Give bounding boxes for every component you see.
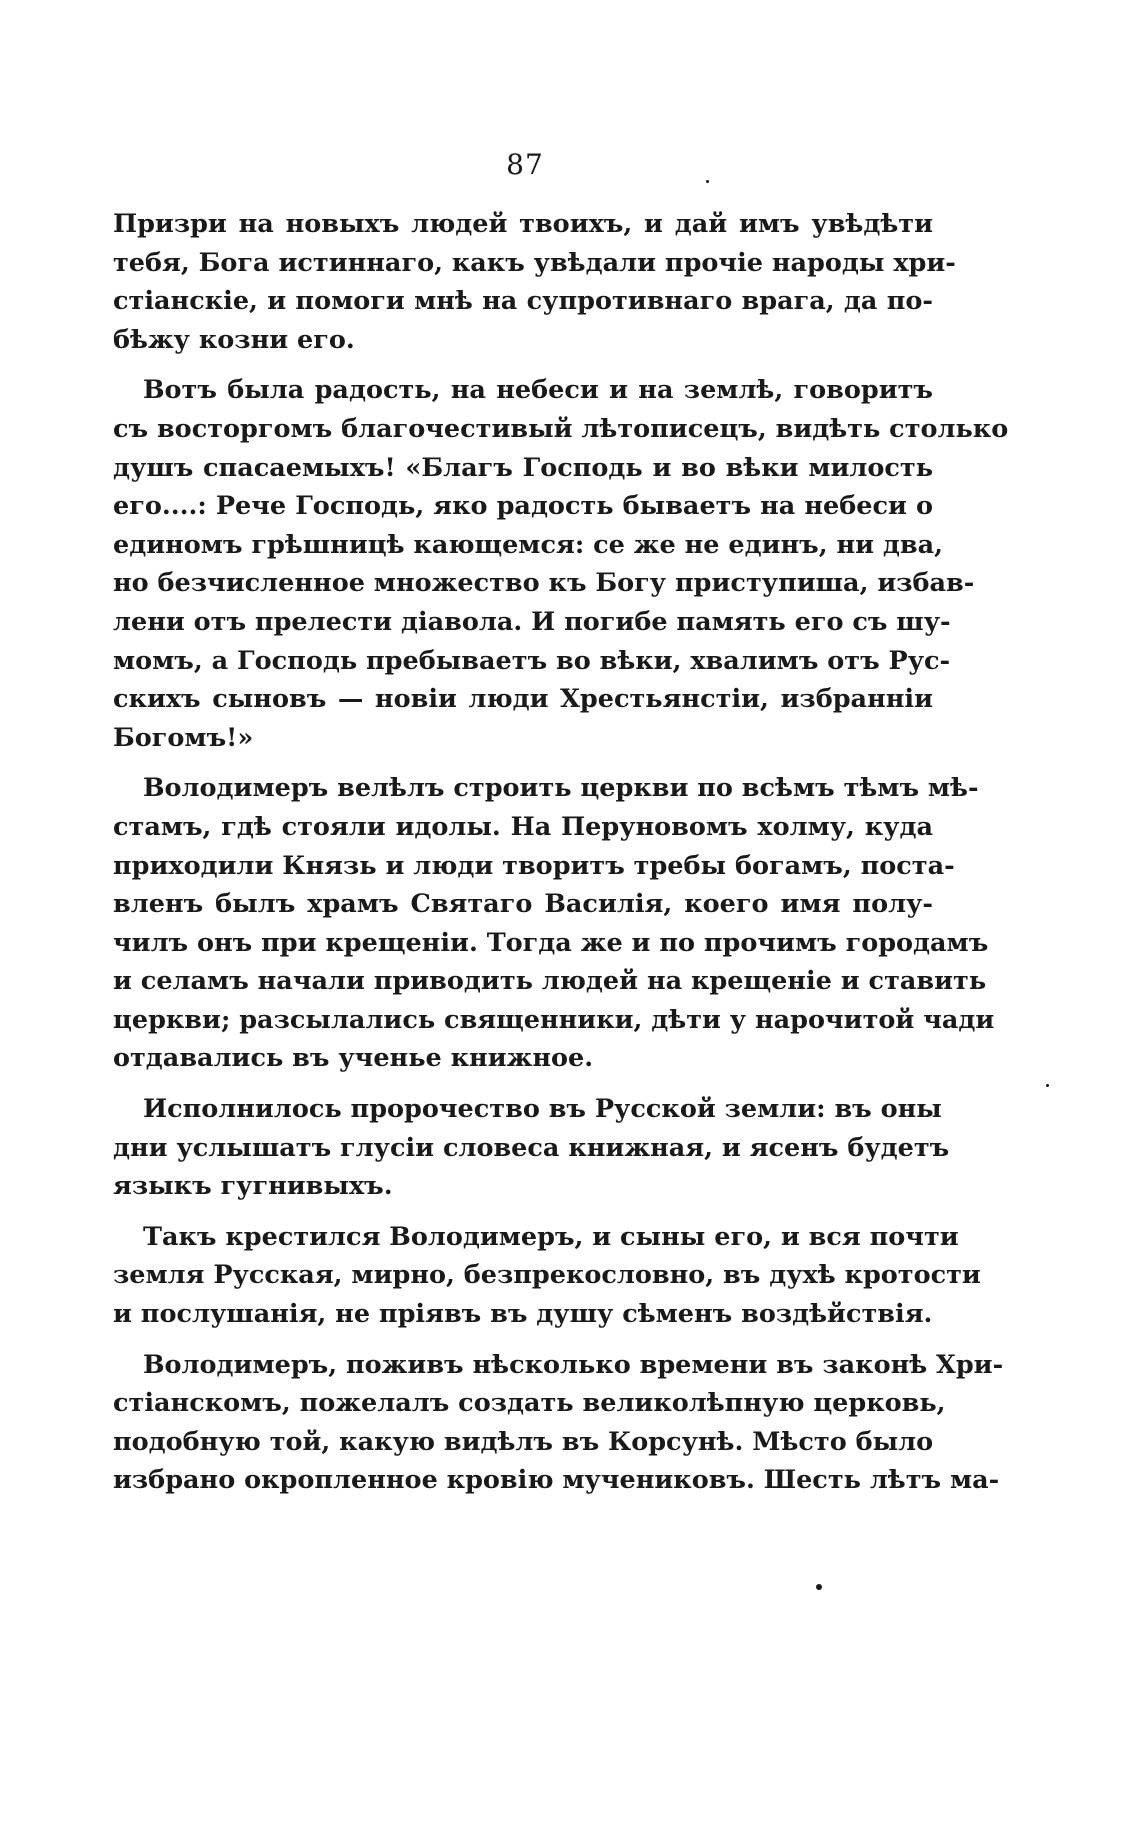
text-line: тебя, Бога истиннаго, какъ увѣдали прочіе народы хри-	[113, 247, 956, 278]
text-line: избрано окропленное кровію мучениковъ. Шесть лѣтъ ма-	[113, 1465, 1000, 1496]
text-line: стіанскомъ, пожелалъ создать великолѣпную церковь,	[113, 1388, 946, 1419]
text-line: отдавались въ ученье книжное.	[113, 1043, 594, 1074]
text-line: лени отъ прелести діавола. И погибе память его съ шу-	[113, 606, 951, 637]
text-line: момъ, а Господь пребываетъ во вѣки, хвалимъ отъ Рус-	[113, 645, 951, 676]
text-line: Вотъ была радость, на небеси и на землѣ, говоритъ	[143, 375, 933, 406]
text-line: дни услышатъ глусіи словеса книжная, и ясенъ будетъ	[113, 1132, 950, 1163]
text-line: вленъ былъ храмъ Святаго Василія, коего имя полу-	[113, 889, 933, 920]
text-line: но безчисленное множество къ Богу приступиша, избав-	[113, 568, 975, 599]
text-line: его....: Рече Господь, яко радость бываетъ на небеси о	[113, 491, 933, 522]
text-line: скихъ сыновъ — новіи люди Хрестьянстіи, избранніи	[113, 684, 933, 715]
paragraph	[113, 371, 1009, 757]
text-line: чилъ онъ при крещеніи. Тогда же и по прочимъ городамъ	[113, 927, 989, 958]
body-text	[113, 205, 1009, 1512]
text-line: Володимеръ велѣлъ строить церкви по всѣмъ тѣмъ мѣ-	[143, 773, 979, 804]
text-line: и селамъ начали приводить людей на крещеніе и ставить	[113, 966, 987, 997]
text-line: стіанскіе, и помоги мнѣ на супротивнаго врага, да по-	[113, 286, 933, 317]
text-line: языкъ гугнивыхъ.	[113, 1171, 393, 1202]
text-line: Призри на новыхъ людей твоихъ, и дай имъ увѣдѣти	[113, 209, 933, 239]
page-number: 87	[506, 148, 544, 181]
text-line: Такъ крестился Володимеръ, и сыны его, и вся почти	[143, 1221, 959, 1252]
speck-mark	[1046, 1084, 1049, 1087]
text-line: приходили Князь и люди творитъ требы богамъ, поста-	[113, 850, 955, 881]
text-line: съ восторгомъ благочестивый лѣтописецъ, видѣть столько	[113, 413, 1009, 444]
text-line: душъ спасаемыхъ! «Благъ Господь и во вѣки милость	[113, 452, 933, 483]
text-line: Исполнилось пророчество въ Русской земли: въ оны	[143, 1094, 942, 1125]
paragraph	[113, 1090, 950, 1206]
text-line: земля Русская, мирно, безпрекословно, въ духѣ кротости	[113, 1260, 981, 1291]
text-line: единомъ грѣшницѣ кающемся: се же не единъ, ни два,	[113, 529, 944, 560]
paragraph	[113, 1346, 1004, 1500]
text-line: бѣжу козни его.	[113, 324, 355, 355]
text-line: стамъ, гдѣ стояли идолы. На Перуновомъ холму, куда	[113, 811, 933, 842]
text-line: церкви; разсылались священники, дѣти у нарочитой чади	[113, 1004, 995, 1035]
paragraph	[113, 205, 956, 359]
speck-mark	[706, 180, 709, 183]
paragraph	[113, 769, 995, 1078]
dot-mark	[816, 1584, 822, 1590]
paragraph	[113, 1218, 981, 1334]
text-line: Богомъ!»	[113, 722, 254, 753]
text-line: Володимеръ, поживъ нѣсколько времени въ законѣ Хри-	[143, 1349, 1004, 1380]
text-line: подобную той, какую видѣлъ въ Корсунѣ. Мѣсто было	[113, 1426, 934, 1457]
text-line: и послушанія, не пріявъ въ душу сѣменъ воздѣйствія.	[113, 1299, 933, 1330]
